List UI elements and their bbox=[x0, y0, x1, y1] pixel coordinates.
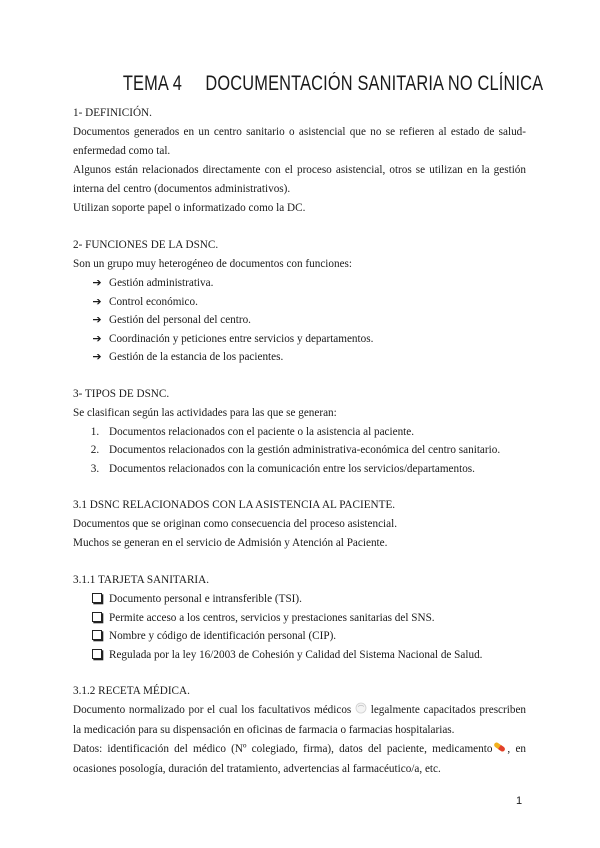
arrow-right-icon: ➔ bbox=[92, 331, 102, 345]
list-item: Permite acceso a los centros, servicios y prestaciones sanitarias del SNS. bbox=[73, 609, 526, 628]
section-3-intro: Se clasifican según las actividades para las que se generan: bbox=[73, 406, 337, 419]
arrow-right-icon: ➔ bbox=[92, 350, 102, 363]
list-item: ➔ Coordinación y peticiones entre servicios y departamentos. bbox=[73, 330, 526, 349]
section-3-heading: 3- TIPOS DE DSNC. bbox=[73, 387, 170, 400]
section-2-heading: 2- FUNCIONES DE LA DSNC. bbox=[73, 239, 219, 251]
list-item: 3. Documentos relacionados con la comunicación entre los servicios/departamentos. bbox=[73, 460, 526, 479]
document-title bbox=[122, 72, 544, 96]
section-3-1-heading: 3.1 DSNC RELACIONADOS CON LA ASISTENCIA AL PACIENTE. bbox=[73, 499, 396, 511]
list-number: 3. bbox=[90, 462, 100, 475]
document-page bbox=[73, 72, 544, 779]
section-1-paragraph-2: Algunos están relacionados directamente con el proceso asistencial, otros se utilizan en la gestión interna del centro (documentos administrativos). bbox=[73, 164, 526, 195]
arrow-right-icon: ➔ bbox=[92, 276, 102, 289]
checkbox-icon bbox=[92, 612, 102, 622]
arrow-right-icon: ➔ bbox=[92, 294, 102, 308]
section-1-paragraph-1: Documentos generados en un centro sanitario o asistencial que no se refieren al estado de salud-enfermedad como tal. bbox=[73, 126, 526, 157]
list-item: Nombre y código de identificación personal (CIP). bbox=[73, 627, 526, 646]
list-number: 2. bbox=[90, 444, 100, 456]
section-3-1-paragraph-2: Muchos se generan en el servicio de Admisión y Atención al Paciente. bbox=[73, 537, 388, 549]
list-item: Regulada por la ley 16/2003 de Cohesión y Calidad del Sistema Nacional de Salud. bbox=[73, 646, 526, 665]
section-3-1-paragraph-1: Documentos que se originan como consecuencia del proceso asistencial. bbox=[73, 518, 398, 530]
health-card-list bbox=[73, 590, 526, 664]
section-3-1-2-heading: 3.1.2 RECETA MÉDICA. bbox=[73, 685, 190, 697]
list-number: 1. bbox=[90, 425, 100, 438]
pill-emoji-icon bbox=[492, 741, 507, 760]
section-2-intro: Son un grupo muy heterogéneo de documentos con funciones: bbox=[73, 258, 353, 270]
section-3-1-2-paragraph-2: Datos: identificación del médico (Nº colegiado, firma), datos del paciente, medicamento , en ocasiones posología, duración del tratamiento, advertencias al farmacéutico/a, etc. bbox=[73, 743, 526, 775]
list-item: ➔ Gestión administrativa. bbox=[73, 274, 526, 293]
checkbox-icon bbox=[92, 630, 102, 640]
list-item: ➔ Control económico. bbox=[73, 293, 526, 312]
list-item: ➔ Gestión de la estancia de los pacientes. bbox=[73, 348, 526, 367]
checkbox-icon bbox=[92, 649, 102, 659]
types-list bbox=[73, 423, 526, 479]
list-item: Documento personal e intransferible (TSI). bbox=[73, 590, 526, 609]
section-1-paragraph-3: Utilizan soporte papel o informatizado como la DC. bbox=[73, 202, 306, 214]
title-topic: TEMA 4 bbox=[122, 72, 183, 95]
arrow-right-icon: ➔ bbox=[92, 313, 102, 326]
section-3-1-2-paragraph-1: Documento normalizado por el cual los facultativos médicos legalmente capacitados prescriben la medicación para su dispensación en oficinas de farmacia o farmacias hospitalarias. bbox=[73, 704, 526, 736]
checkbox-icon bbox=[92, 593, 102, 603]
list-item: ➔ Gestión del personal del centro. bbox=[73, 311, 526, 330]
page-number: 1 bbox=[516, 795, 523, 807]
list-item: 2. Documentos relacionados con la gestión administrativa-económica del centro sanitario. bbox=[73, 441, 526, 460]
section-3-1-1-heading: 3.1.1 TARJETA SANITARIA. bbox=[73, 574, 210, 586]
list-item: 1. Documentos relacionados con el paciente o la asistencia al paciente. bbox=[73, 423, 526, 442]
section-1-heading: 1- DEFINICIÓN. bbox=[73, 107, 152, 119]
functions-list bbox=[73, 274, 526, 367]
title-text: DOCUMENTACIÓN SANITARIA NO CLÍNICA bbox=[205, 72, 544, 95]
doctor-emoji-icon bbox=[355, 702, 367, 721]
